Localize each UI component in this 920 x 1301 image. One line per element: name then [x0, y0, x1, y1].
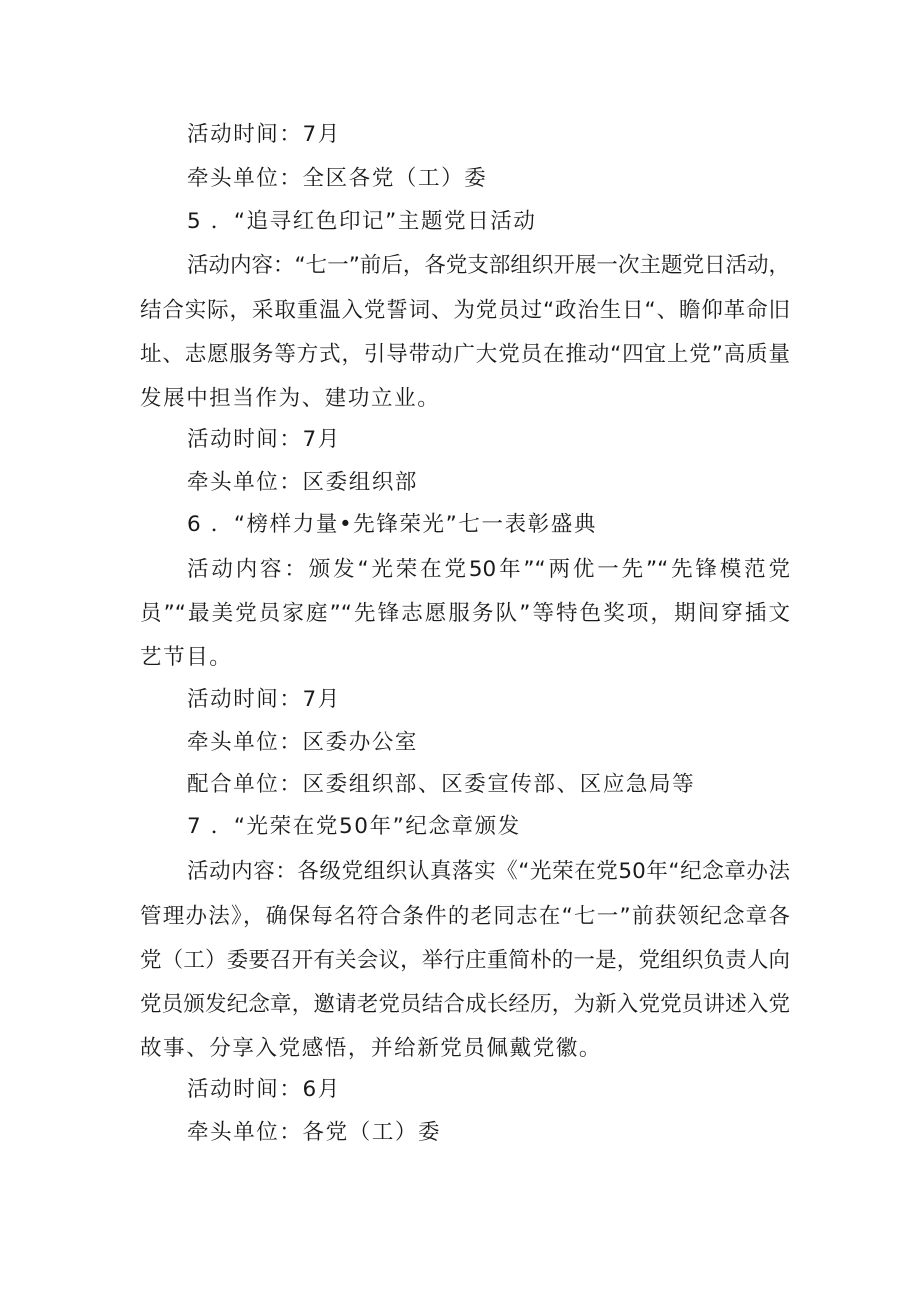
activity-time	[187, 685, 341, 715]
lead-unit	[187, 468, 418, 498]
activity-time-value: 7月	[302, 122, 341, 147]
lead-unit-label: 牵头单位：	[187, 730, 303, 755]
lead-unit	[187, 728, 418, 758]
cooperating-units	[187, 770, 695, 800]
content-line: 管理办法》，确保每名符合条件的老同志在“七一”前获领纪念章各	[140, 904, 790, 929]
cooperating-units-value: 区委组织部、区委宣传部、区应急局等	[302, 772, 696, 797]
content-line: 活动内容：“七一”前后，各党支部组织开展一次主题党日活动，	[187, 253, 790, 278]
activity-time-label: 活动时间：	[187, 427, 303, 452]
lead-unit	[187, 1118, 441, 1148]
section-heading	[187, 812, 521, 842]
lead-unit-label: 牵头单位：	[187, 166, 303, 191]
activity-time	[187, 425, 341, 455]
section-number: 6	[187, 512, 203, 537]
content-line: 发展中担当作为、建功立业。	[140, 386, 441, 411]
lead-unit-value: 各党（工）委	[302, 1120, 442, 1145]
section-title: ．“追寻红色印记”主题党日活动	[210, 209, 537, 234]
content-line: 结合实际，采取重温入党誓词、为党员过“政治生日“、瞻仰革命旧	[140, 298, 790, 323]
activity-time	[187, 1075, 341, 1105]
section-heading	[187, 510, 597, 540]
cooperating-units-label: 配合单位：	[187, 772, 303, 797]
lead-unit-value: 区委办公室	[302, 730, 419, 755]
activity-time	[187, 120, 341, 150]
activity-time-label: 活动时间：	[187, 122, 303, 147]
activity-time-label: 活动时间：	[187, 687, 303, 712]
content-line: 党（工）委要召开有关会议，举行庄重简朴的一是，党组织负责人向	[140, 948, 790, 973]
lead-unit-label: 牵头单位：	[187, 1120, 303, 1145]
section-title: ．“光荣在党50年”纪念章颁发	[210, 814, 521, 839]
activity-time-value: 7月	[302, 427, 341, 452]
content-line: 活动内容：颁发“光荣在党50年”“两优一先”“先锋模范党	[187, 557, 790, 582]
lead-unit-value: 全区各党（工）委	[302, 166, 488, 191]
activity-time-value: 7月	[302, 687, 341, 712]
lead-unit	[187, 164, 487, 194]
lead-unit-value: 区委组织部	[302, 470, 419, 495]
section-number: 7	[187, 814, 203, 839]
content-line: 员”“最美党员家庭”“先锋志愿服务队”等特色奖项，期间穿插文	[140, 601, 790, 626]
activity-time-label: 活动时间：	[187, 1077, 303, 1102]
content-line: 艺节目。	[140, 645, 233, 670]
section-number: 5	[187, 209, 203, 234]
activity-time-value: 6月	[302, 1077, 341, 1102]
section-title: ．“榜样力量•先锋荣光”七一表彰盛典	[210, 512, 597, 537]
section-heading	[187, 207, 537, 237]
content-line: 址、志愿服务等方式，引导带动广大党员在推动“四宜上党”高质量	[140, 342, 790, 367]
lead-unit-label: 牵头单位：	[187, 470, 303, 495]
content-line: 活动内容：各级党组织认真落实《“光荣在党50年“纪念章办法	[187, 859, 790, 884]
content-line: 故事、分享入党感悟，并给新党员佩戴党徽。	[140, 1036, 603, 1061]
content-line: 党员颁发纪念章，邀请老党员结合成长经历，为新入党党员讲述入党	[140, 992, 790, 1017]
